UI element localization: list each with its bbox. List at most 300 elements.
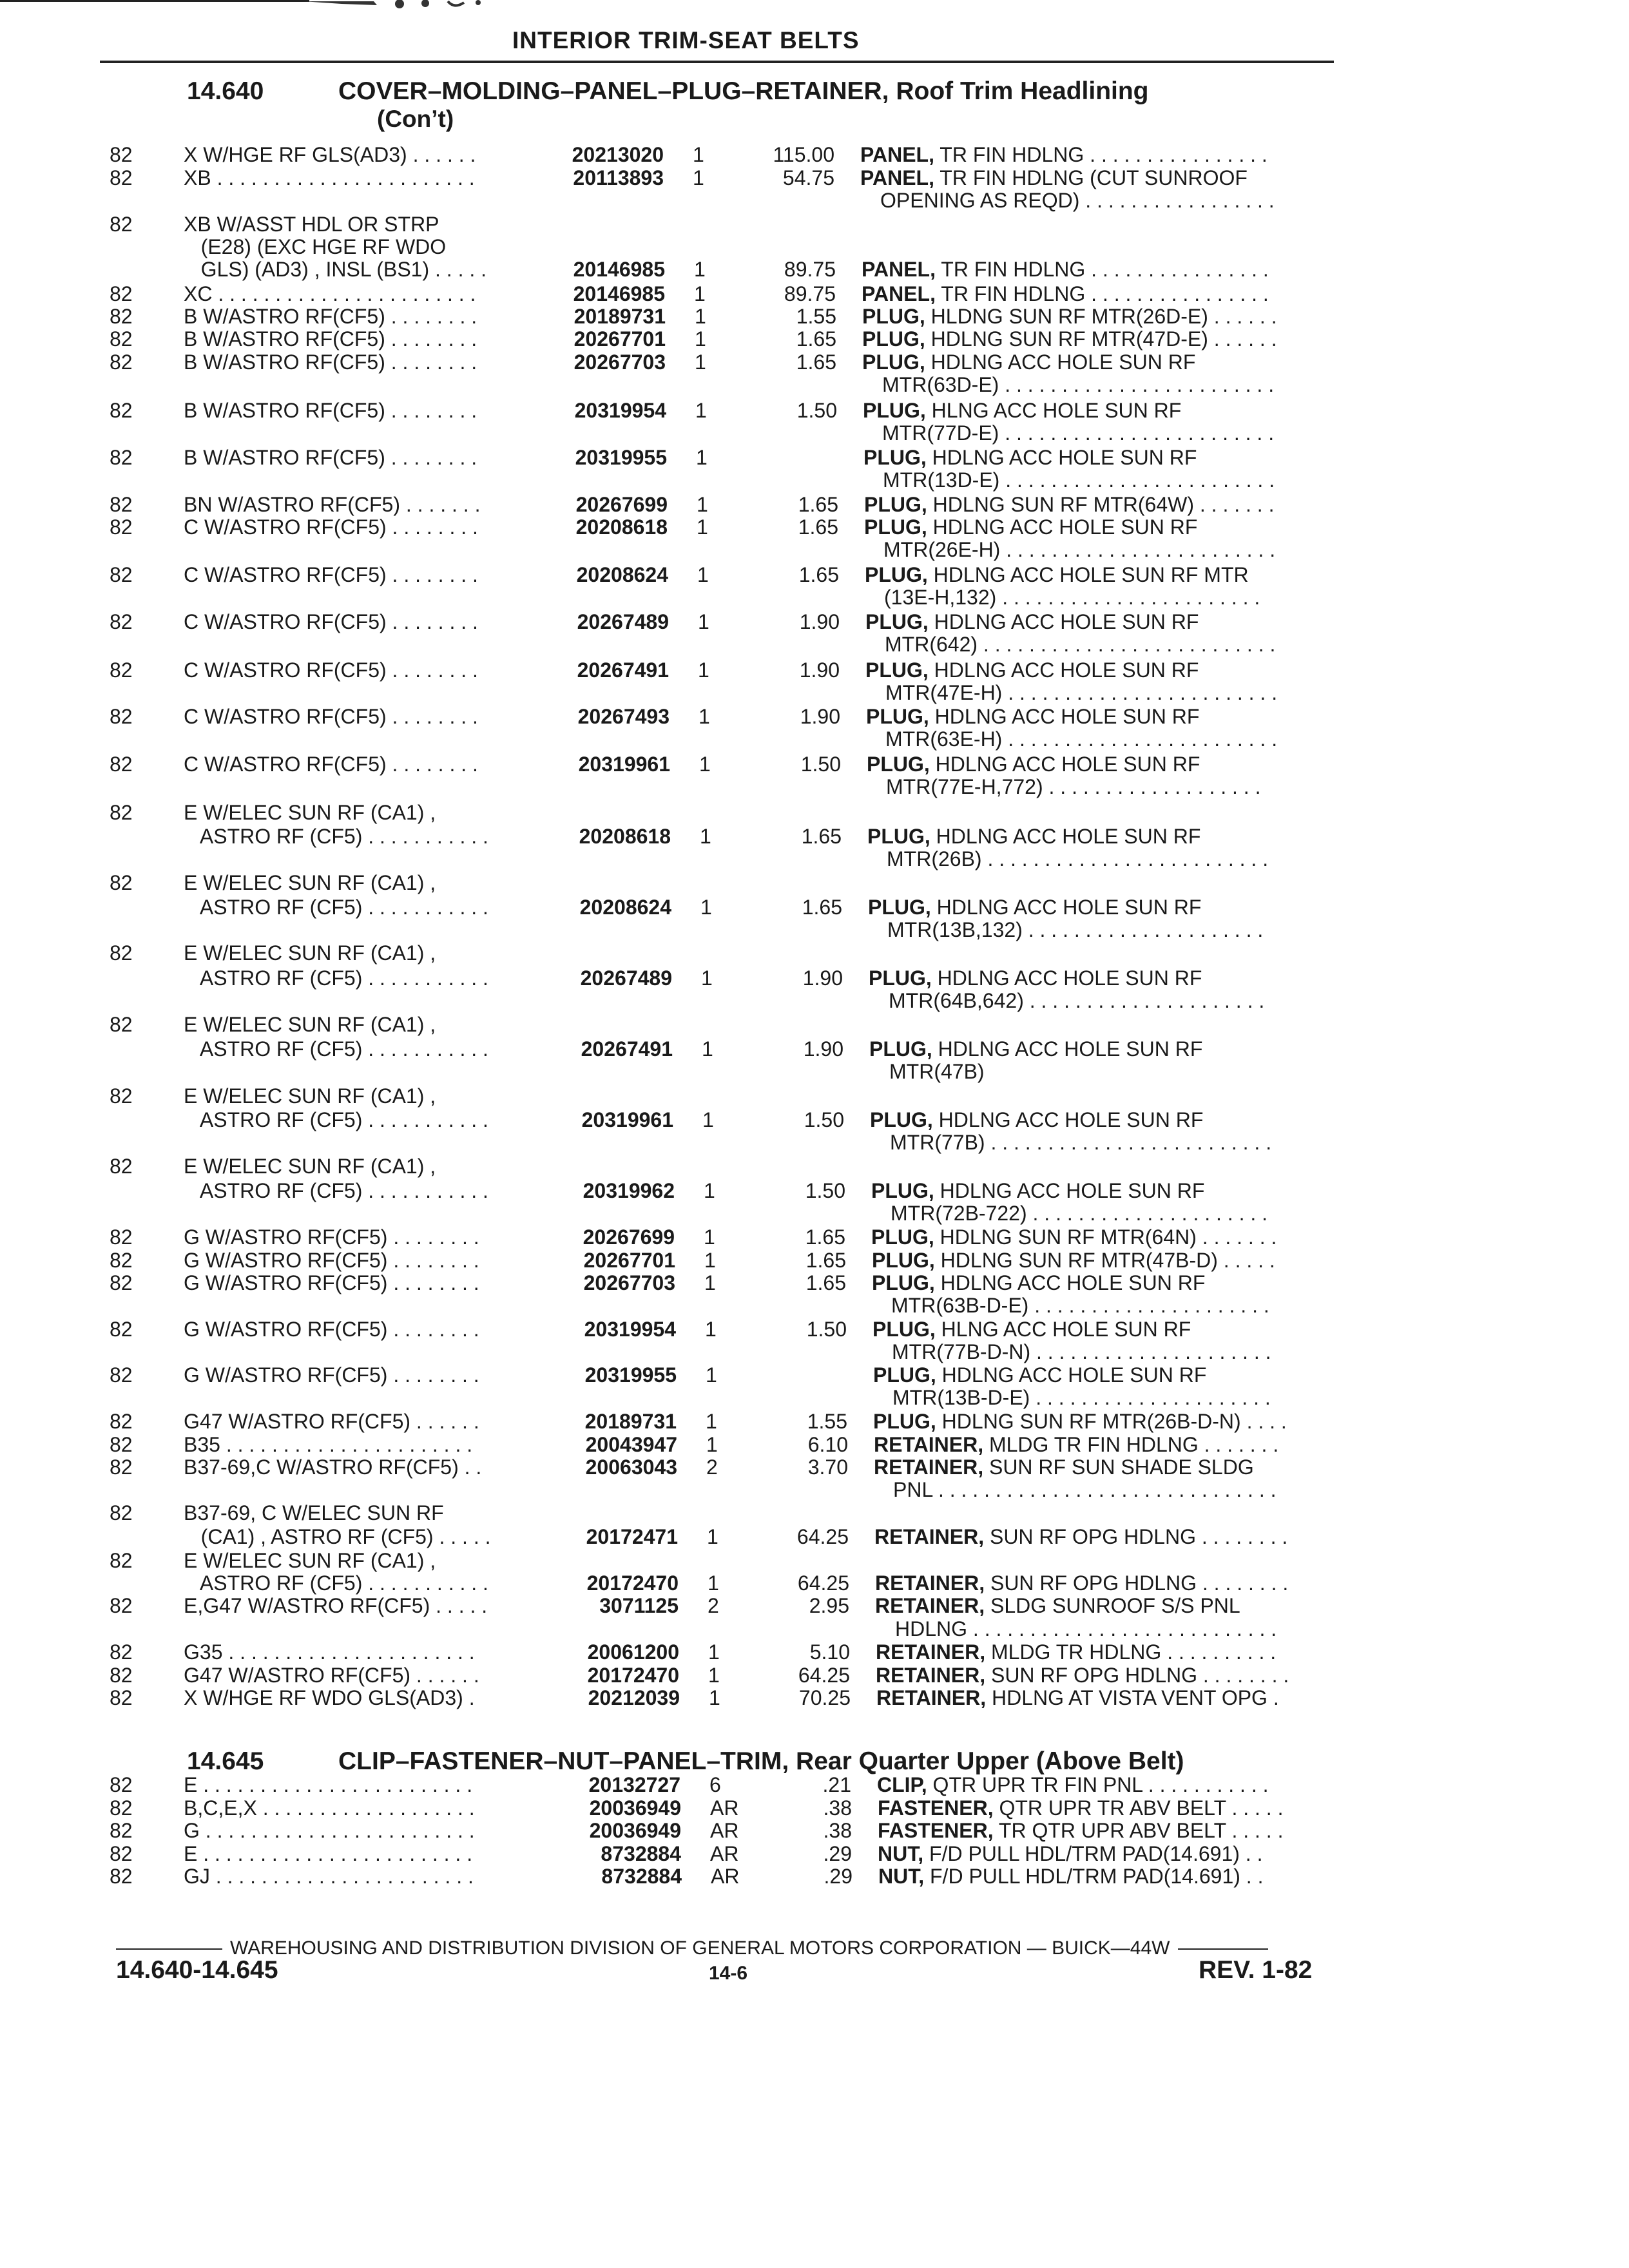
part-number: 20267703 <box>574 351 666 374</box>
list-item <box>0 305 1629 331</box>
part-name-keyword: PLUG, <box>871 1225 934 1249</box>
part-name <box>887 847 1268 871</box>
price: 89.75 <box>784 282 836 305</box>
part-name-keyword: PLUG, <box>872 1249 935 1272</box>
price: 1.90 <box>802 966 843 990</box>
part-name-keyword: RETAINER, <box>875 1594 985 1617</box>
part-number: 20267701 <box>583 1249 675 1272</box>
part-name-keyword: NUT, <box>878 1842 924 1865</box>
part-name-text: HDLNG ACC HOLE SUN RF <box>932 1037 1203 1061</box>
part-name-text: MTR(63E-H) . . . . . . . . . . . . . . . . . . . . . . . . <box>885 727 1278 751</box>
part-name <box>887 918 1263 942</box>
model-year: 82 <box>110 1773 133 1796</box>
list-item <box>0 847 1629 873</box>
part-name-text: TR FIN HDLNG . . . . . . . . . . . . . . . . <box>935 282 1269 305</box>
model-year: 82 <box>110 1249 133 1272</box>
price: 1.55 <box>796 305 836 328</box>
model-year: 82 <box>110 143 133 166</box>
quantity: AR <box>710 1819 739 1842</box>
list-item <box>0 1796 1629 1822</box>
quantity: 1 <box>704 1225 715 1249</box>
model-year: 82 <box>110 705 133 728</box>
quantity: AR <box>711 1865 740 1888</box>
application-desc: E,G47 W/ASTRO RF(CF5) . . . . . <box>184 1594 488 1617</box>
list-item <box>0 1410 1629 1436</box>
part-name <box>883 538 1275 562</box>
part-name <box>865 658 1199 682</box>
section-code: 14.640 <box>187 77 264 105</box>
list-item <box>0 610 1629 636</box>
part-name <box>872 1318 1191 1341</box>
part-number: 20208618 <box>575 515 668 539</box>
part-name-text: TR FIN HDLNG . . . . . . . . . . . . . . . . <box>935 258 1269 281</box>
part-name-keyword: RETAINER, <box>876 1664 986 1687</box>
list-item <box>0 1271 1629 1297</box>
application-desc: B37-69,C W/ASTRO RF(CF5) . . <box>184 1456 482 1479</box>
part-number: 20267699 <box>575 493 668 516</box>
part-name-keyword: PLUG, <box>862 351 925 374</box>
list-item <box>0 515 1629 541</box>
part-name <box>868 896 1201 919</box>
part-number: 20061200 <box>587 1640 679 1664</box>
price: 1.90 <box>803 1037 843 1061</box>
part-name <box>867 753 1200 776</box>
list-item <box>0 538 1629 564</box>
price: 1.65 <box>796 351 836 374</box>
part-name-keyword: PLUG, <box>862 305 925 328</box>
quantity: 1 <box>706 1433 718 1456</box>
part-name <box>885 633 1275 657</box>
part-name <box>869 966 1202 990</box>
list-item <box>0 966 1629 992</box>
application-desc: E W/ELEC SUN RF (CA1) , <box>184 801 436 824</box>
page-header-title: INTERIOR TRIM-SEAT BELTS <box>512 27 860 53</box>
part-name <box>877 1773 1269 1797</box>
part-name-text: HDLNG ACC HOLE SUN RF <box>936 1363 1207 1387</box>
model-year: 82 <box>110 1501 133 1524</box>
list-item <box>0 586 1629 611</box>
list-item <box>0 1617 1629 1643</box>
part-name-keyword: PLUG, <box>866 705 929 728</box>
part-name-keyword: PLUG, <box>864 493 927 516</box>
part-number: 20043947 <box>585 1433 677 1456</box>
application-desc: B W/ASTRO RF(CF5) . . . . . . . . <box>184 351 477 374</box>
part-name <box>878 1865 1263 1888</box>
quantity: 1 <box>695 327 706 351</box>
quantity: 2 <box>708 1594 719 1617</box>
section-code: 14.645 <box>187 1747 264 1775</box>
list-item <box>0 1433 1629 1459</box>
part-number: 20267491 <box>577 658 669 682</box>
part-name-text: MTR(13B-D-E) . . . . . . . . . . . . . . . . . . . . . <box>892 1386 1271 1409</box>
model-year: 82 <box>110 1640 133 1664</box>
part-name-text: F/D PULL HDL/TRM PAD(14.691) . . <box>923 1842 1263 1865</box>
application-desc: BN W/ASTRO RF(CF5) . . . . . . . <box>184 493 481 516</box>
list-item <box>0 1525 1629 1551</box>
price: 1.65 <box>798 515 838 539</box>
application-desc: E W/ELEC SUN RF (CA1) , <box>184 941 436 965</box>
price: 1.50 <box>804 1108 844 1131</box>
part-number: 20146985 <box>573 258 665 281</box>
list-item <box>0 1386 1629 1412</box>
part-name <box>862 327 1277 351</box>
model-year: 82 <box>110 1410 133 1433</box>
quantity: 1 <box>708 1664 720 1687</box>
model-year: 82 <box>110 493 133 516</box>
part-name-keyword: PLUG, <box>865 563 928 586</box>
quantity: 2 <box>706 1456 718 1479</box>
price: 70.25 <box>798 1686 851 1709</box>
part-number: 20319954 <box>584 1318 676 1341</box>
part-name-text: SLDG SUNROOF S/S PNL <box>985 1594 1240 1617</box>
part-number: 20172470 <box>586 1571 679 1595</box>
quantity: 1 <box>704 1179 715 1202</box>
part-name <box>886 775 1260 799</box>
price: 64.25 <box>796 1525 849 1548</box>
part-name-text: HDLNG ACC HOLE SUN RF <box>925 351 1196 374</box>
price: 115.00 <box>773 143 834 166</box>
quantity: 1 <box>705 1318 717 1341</box>
quantity: 1 <box>697 515 708 539</box>
part-name-keyword: PANEL, <box>860 166 934 189</box>
application-desc: ASTRO RF (CF5) . . . . . . . . . . . <box>184 896 488 919</box>
part-name-text: HDLNG ACC HOLE SUN RF <box>931 966 1202 990</box>
list-item <box>0 351 1629 376</box>
part-name-keyword: RETAINER, <box>876 1686 987 1709</box>
part-name-keyword: PLUG, <box>870 1108 933 1131</box>
list-item <box>0 1571 1629 1597</box>
model-year: 82 <box>110 305 133 328</box>
part-name-text: SUN RF OPG HDLNG . . . . . . . . <box>985 1571 1289 1595</box>
part-name <box>865 563 1249 587</box>
part-number: 20113893 <box>573 166 664 189</box>
list-item <box>0 1225 1629 1251</box>
part-name <box>869 1037 1202 1061</box>
list-item <box>0 989 1629 1015</box>
list-item <box>0 189 1629 215</box>
part-name-text: HDLNG SUN RF MTR(26B-D-N) . . . . <box>936 1410 1287 1433</box>
part-number: 20267489 <box>577 610 669 633</box>
part-name-text: MTR(77B) . . . . . . . . . . . . . . . . . . . . . . . . . <box>890 1131 1272 1154</box>
part-number: 3071125 <box>599 1594 679 1617</box>
part-name <box>885 681 1277 705</box>
part-number: 20319954 <box>574 399 666 422</box>
part-name <box>871 1225 1277 1249</box>
part-name <box>873 1410 1287 1434</box>
list-item <box>0 1084 1629 1110</box>
part-name <box>862 305 1277 329</box>
part-name-text: (13E-H,132) . . . . . . . . . . . . . . . . . . . . . . . <box>884 586 1260 609</box>
price: .29 <box>824 1865 853 1888</box>
part-name <box>875 1594 1240 1618</box>
part-name <box>895 1617 1277 1641</box>
model-year: 82 <box>110 801 133 824</box>
part-name-keyword: PANEL, <box>862 258 936 281</box>
part-name-text: HDLNG ACC HOLE SUN RF <box>927 515 1198 539</box>
part-number: 20319962 <box>583 1179 675 1202</box>
quantity: 1 <box>698 610 709 633</box>
part-name-keyword: PLUG, <box>862 327 925 351</box>
part-name-text: OPENING AS REQD) . . . . . . . . . . . . . . . . . <box>880 189 1275 212</box>
quantity: 1 <box>695 399 707 422</box>
part-name-text: MTR(64B,642) . . . . . . . . . . . . . . . . . . . . . <box>889 989 1265 1012</box>
part-name <box>889 989 1264 1013</box>
price: 1.65 <box>805 1271 846 1294</box>
model-year: 82 <box>110 1664 133 1687</box>
model-year: 82 <box>110 610 133 633</box>
part-name-text: HDLNG ACC HOLE SUN RF <box>928 610 1199 633</box>
list-item <box>0 1294 1629 1320</box>
part-number: 20267701 <box>574 327 666 351</box>
part-name-keyword: CLIP, <box>877 1773 927 1796</box>
part-name <box>878 1796 1283 1820</box>
part-name <box>885 727 1277 751</box>
application-desc: E W/ELEC SUN RF (CA1) , <box>184 871 436 894</box>
application-desc: G47 W/ASTRO RF(CF5) . . . . . . <box>184 1410 479 1433</box>
list-item <box>0 1773 1629 1799</box>
part-name-text: TR FIN HDLNG (CUT SUNROOF <box>934 166 1248 189</box>
part-name-text: PNL . . . . . . . . . . . . . . . . . . . . . . . . . . . . . . <box>893 1478 1277 1501</box>
price: 1.65 <box>798 563 839 586</box>
application-desc: (E28) (EXC HGE RF WDO <box>184 235 447 258</box>
price: 3.70 <box>807 1456 848 1479</box>
part-name <box>883 468 1275 492</box>
part-name <box>893 1478 1277 1502</box>
part-name-text: HDLNG SUN RF MTR(64W) . . . . . . . <box>927 493 1275 516</box>
part-number: 20319961 <box>578 753 670 776</box>
part-name-keyword: PLUG, <box>872 1318 936 1341</box>
part-name-text: MTR(77D-E) . . . . . . . . . . . . . . . . . . . . . . . . <box>882 421 1275 445</box>
quantity: 1 <box>701 966 713 990</box>
quantity: 1 <box>697 493 708 516</box>
model-year: 82 <box>110 1433 133 1456</box>
application-desc: XB W/ASST HDL OR STRP <box>184 213 439 236</box>
application-desc: G W/ASTRO RF(CF5) . . . . . . . . <box>184 1318 479 1341</box>
list-item <box>0 327 1629 353</box>
part-name-keyword: RETAINER, <box>875 1571 985 1595</box>
model-year: 82 <box>110 1084 133 1108</box>
application-desc: ASTRO RF (CF5) . . . . . . . . . . . <box>184 1108 488 1131</box>
part-number: 8732884 <box>601 1842 681 1865</box>
price: .38 <box>823 1819 852 1842</box>
quantity: 1 <box>695 305 706 328</box>
price: 1.65 <box>796 327 836 351</box>
list-item <box>0 468 1629 494</box>
part-name <box>863 446 1197 470</box>
application-desc: GLS) (AD3) , INSL (BS1) . . . . . <box>184 258 487 281</box>
quantity: 1 <box>706 1363 717 1387</box>
quantity: 1 <box>709 1686 720 1709</box>
part-name <box>876 1686 1279 1710</box>
part-name-keyword: RETAINER, <box>874 1456 984 1479</box>
quantity: 1 <box>693 166 704 189</box>
list-item <box>0 235 1629 261</box>
application-desc: C W/ASTRO RF(CF5) . . . . . . . . <box>184 658 478 682</box>
part-name <box>882 373 1274 397</box>
price: 54.75 <box>782 166 834 189</box>
part-name-keyword: PLUG, <box>867 753 930 776</box>
model-year: 82 <box>110 941 133 965</box>
quantity: AR <box>710 1842 739 1865</box>
application-desc: G47 W/ASTRO RF(CF5) . . . . . . <box>184 1664 479 1687</box>
part-number: 20189731 <box>584 1410 677 1433</box>
part-name <box>882 421 1274 445</box>
application-desc: ASTRO RF (CF5) . . . . . . . . . . . <box>184 1571 488 1595</box>
part-name-keyword: RETAINER, <box>874 1525 985 1548</box>
part-name-text: HDLNG AT VISTA VENT OPG . <box>986 1686 1279 1709</box>
part-name <box>876 1640 1276 1664</box>
quantity: 1 <box>704 1271 716 1294</box>
part-name <box>892 1340 1271 1364</box>
section-name: CLIP–FASTENER–NUT–PANEL–TRIM, Rear Quarter Upper (Above Belt) <box>338 1747 1184 1775</box>
quantity: 1 <box>699 753 711 776</box>
part-number: 20132727 <box>588 1773 680 1796</box>
part-name <box>871 1179 1204 1203</box>
part-name-keyword: PANEL, <box>862 282 936 305</box>
quantity: 1 <box>695 351 706 374</box>
list-item <box>0 446 1629 472</box>
part-name-text: QTR UPR TR ABV BELT . . . . . <box>993 1796 1284 1820</box>
part-name-text: HDLNG ACC HOLE SUN RF <box>932 1108 1204 1131</box>
part-name-text: MTR(77B-D-N) . . . . . . . . . . . . . . . . . . . . . <box>892 1340 1271 1363</box>
section-continued: (Con’t) <box>377 106 454 132</box>
application-desc: B W/ASTRO RF(CF5) . . . . . . . . <box>184 399 477 422</box>
price: 1.65 <box>802 896 842 919</box>
part-name-text: MTR(47B) <box>889 1060 985 1083</box>
application-desc: C W/ASTRO RF(CF5) . . . . . . . . <box>184 705 478 728</box>
list-item <box>0 871 1629 897</box>
part-name-text: SUN RF OPG HDLNG . . . . . . . . <box>984 1525 1288 1548</box>
part-name <box>876 1664 1289 1687</box>
list-item <box>0 918 1629 944</box>
list-item <box>0 1842 1629 1868</box>
model-year: 82 <box>110 1225 133 1249</box>
part-name-keyword: PLUG, <box>872 1271 935 1294</box>
price: 1.50 <box>796 399 837 422</box>
part-number: 20267491 <box>581 1037 673 1061</box>
part-name-keyword: PLUG, <box>863 446 927 469</box>
quantity: 1 <box>694 258 706 281</box>
quantity: 1 <box>700 896 712 919</box>
quantity: 1 <box>693 143 704 166</box>
list-item <box>0 1664 1629 1689</box>
part-name-keyword: PLUG, <box>869 1037 932 1061</box>
footer-division-line <box>116 1937 1334 1959</box>
part-name-text: MLDG TR FIN HDLNG . . . . . . . <box>983 1433 1279 1456</box>
quantity: 1 <box>698 658 709 682</box>
part-name <box>884 586 1260 610</box>
application-desc: C W/ASTRO RF(CF5) . . . . . . . . <box>184 753 478 776</box>
part-name-text: MTR(26E-H) . . . . . . . . . . . . . . . . . . . . . . . . <box>883 538 1276 561</box>
model-year: 82 <box>110 563 133 586</box>
quantity: 1 <box>707 1525 718 1548</box>
application-desc: ASTRO RF (CF5) . . . . . . . . . . . <box>184 966 488 990</box>
part-number: 20063043 <box>585 1456 677 1479</box>
part-name-keyword: PLUG, <box>865 610 929 633</box>
price: 1.65 <box>801 825 842 848</box>
price: 1.90 <box>799 658 840 682</box>
part-name <box>867 825 1200 849</box>
part-name-text: HDLNG ACC HOLE SUN RF <box>929 705 1200 728</box>
list-item <box>0 1013 1629 1039</box>
application-desc: G W/ASTRO RF(CF5) . . . . . . . . <box>184 1363 479 1387</box>
model-year: 82 <box>110 753 133 776</box>
list-item <box>0 1594 1629 1620</box>
list-item <box>0 282 1629 308</box>
part-name <box>862 258 1269 282</box>
application-desc: E W/ELEC SUN RF (CA1) , <box>184 1013 436 1036</box>
application-desc: E W/ELEC SUN RF (CA1) , <box>184 1155 436 1178</box>
price: 6.10 <box>807 1433 848 1456</box>
list-item <box>0 563 1629 589</box>
part-number: 20172471 <box>586 1525 678 1548</box>
list-item <box>0 753 1629 778</box>
price: 1.90 <box>799 610 840 633</box>
price: 1.50 <box>806 1318 847 1341</box>
part-name <box>891 1202 1268 1225</box>
quantity: 1 <box>704 1249 716 1272</box>
price: 1.50 <box>805 1179 845 1202</box>
part-name-keyword: RETAINER, <box>874 1433 984 1456</box>
part-name-text: TR QTR UPR ABV BELT . . . . . <box>993 1819 1284 1842</box>
list-item <box>0 213 1629 238</box>
list-item <box>0 658 1629 684</box>
part-name-text: HDLNG . . . . . . . . . . . . . . . . . . . . . . . . . . . <box>895 1617 1277 1640</box>
part-number: 20208624 <box>576 563 668 586</box>
model-year: 82 <box>110 1819 133 1842</box>
part-name-text: HDLNG ACC HOLE SUN RF <box>928 658 1199 682</box>
quantity: 1 <box>706 1410 717 1433</box>
part-name-keyword: PANEL, <box>860 143 934 166</box>
price: .38 <box>823 1796 852 1820</box>
application-desc: X W/HGE RF WDO GLS(AD3) . <box>184 1686 475 1709</box>
part-name <box>889 1060 985 1084</box>
list-item <box>0 1318 1629 1343</box>
price: 5.10 <box>809 1640 850 1664</box>
part-name-text: MTR(47E-H) . . . . . . . . . . . . . . . . . . . . . . . . <box>885 681 1278 704</box>
part-name <box>872 1249 1275 1273</box>
quantity: 1 <box>708 1571 719 1595</box>
part-name-text: HDLNG ACC HOLE SUN RF <box>926 446 1197 469</box>
application-desc: C W/ASTRO RF(CF5) . . . . . . . . <box>184 610 478 633</box>
price: 64.25 <box>798 1664 850 1687</box>
price: 89.75 <box>784 258 836 281</box>
part-name-keyword: PLUG, <box>869 966 932 990</box>
part-number: 20319955 <box>575 446 667 469</box>
part-number: 8732884 <box>601 1865 682 1888</box>
quantity: AR <box>710 1796 739 1820</box>
part-name <box>892 1386 1271 1410</box>
application-desc: (CA1) , ASTRO RF (CF5) . . . . . <box>184 1525 491 1548</box>
application-desc: G35 . . . . . . . . . . . . . . . . . . . . . . <box>184 1640 475 1664</box>
part-name <box>862 282 1269 306</box>
quantity: 1 <box>696 446 708 469</box>
quantity: 1 <box>700 825 711 848</box>
price: 1.55 <box>807 1410 847 1433</box>
part-number: 20208618 <box>579 825 671 848</box>
list-item <box>0 825 1629 850</box>
model-year: 82 <box>110 446 133 469</box>
model-year: 82 <box>110 1865 133 1888</box>
part-name-keyword: PLUG, <box>864 515 927 539</box>
application-desc: E W/ELEC SUN RF (CA1) , <box>184 1549 436 1572</box>
footer-revision: REV. 1-82 <box>1199 1956 1313 1984</box>
application-desc: B W/ASTRO RF(CF5) . . . . . . . . <box>184 446 477 469</box>
model-year: 82 <box>110 1013 133 1036</box>
part-number: 20208624 <box>579 896 671 919</box>
part-name <box>860 143 1268 167</box>
application-desc: B35 . . . . . . . . . . . . . . . . . . . . . . <box>184 1433 473 1456</box>
